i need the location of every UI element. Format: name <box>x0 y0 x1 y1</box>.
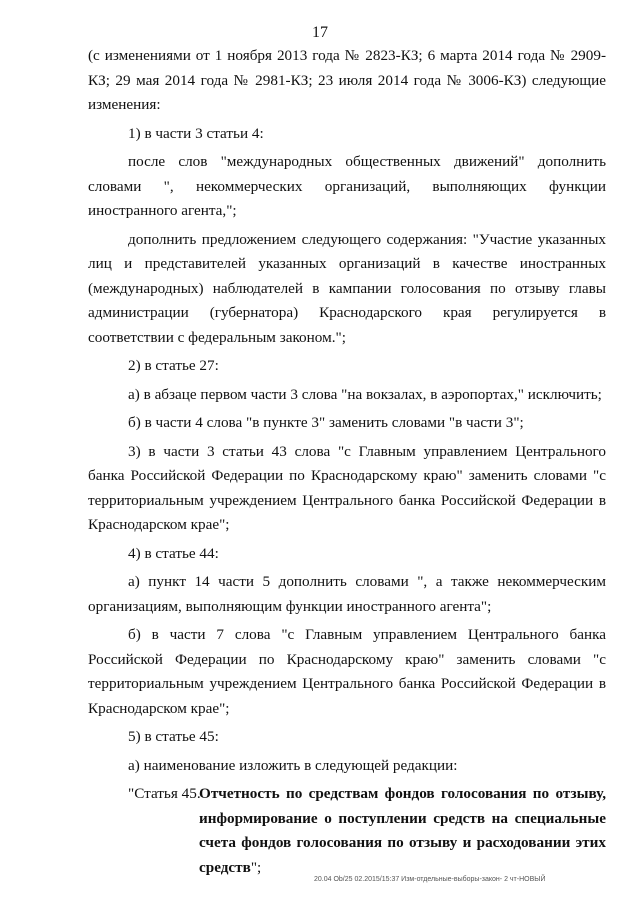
paragraph-item-1: 1) в части 3 статьи 4: <box>128 124 264 142</box>
paragraph-item-1-b: дополнить предложением следующего содержания: "Участие указанных лиц и представителей указанных организаций в качестве иностранных (международных) наблюдателей в кампании голосования по отзыву главы администрации (губернатора) Краснодарского края регулируется в соответствии с федеральным законом."; <box>88 230 606 346</box>
paragraph-item-1-a: после слов "международных общественных движений" дополнить словами ", некоммерческих организаций, выполняющих функции иностранного агента,"; <box>88 153 606 219</box>
paragraph-intro: (с изменениями от 1 ноября 2013 года № 2823-КЗ; 6 марта 2014 года № 2909-КЗ; 29 мая 2014 года № 2981-КЗ; 23 июля 2014 года № 3006-КЗ) следующие изменения: <box>88 47 606 113</box>
paragraph-item-2: 2) в статье 27: <box>128 357 219 374</box>
article-title-line: счета фондов голосования по отзыву и расходовании этих <box>199 834 606 851</box>
paragraph-item-4-b: б) в части 7 слова "с Главным управлением Центрального банка Российской Федерации по Краснодарскому краю" заменить словами "с территориальным учреждением Центрального банка Российской Федерации в Краснодарском крае"; <box>88 626 606 717</box>
paragraph-item-4: 4) в статье 44: <box>128 544 219 562</box>
article-title-tail: "; <box>250 858 262 876</box>
paragraph-item-2-b: б) в части 4 слова "в пункте 3" заменить словами "в части 3"; <box>128 414 524 431</box>
article-title-end: средств <box>199 858 251 876</box>
article-title-line: информирование о поступлении средств на специальные <box>199 809 606 827</box>
article-heading <box>88 782 606 880</box>
paragraph-item-3: 3) в части 3 статьи 43 слова "с Главным управлением Центрального банка Российской Федерации по Краснодарскому краю" заменить словами "с территориальным учреждением Центрального банка Российской Федерации в Краснодарском крае"; <box>88 442 606 533</box>
article-title <box>199 782 606 880</box>
article-label: "Статья 45. <box>128 785 201 802</box>
paragraph-item-5-a: а) наименование изложить в следующей редакции: <box>128 756 458 774</box>
page-footer: 20.04 Ob/25 02.2015/15:37 Изм-отдельные-выборы-закон- 2 чт-НОВЫЙ <box>314 876 546 883</box>
paragraph-item-2-a: а) в абзаце первом части 3 слова "на вокзалах, в аэропортах," исключить; <box>128 385 602 403</box>
paragraph-item-4-a: а) пункт 14 части 5 дополнить словами ", а также некоммерческим организациям, выполняющим функции иностранного агента"; <box>88 573 606 615</box>
document-body <box>88 44 606 880</box>
page-number: 17 <box>312 24 328 41</box>
paragraph-item-5: 5) в статье 45: <box>128 728 219 745</box>
article-title-line: Отчетность по средствам фондов голосования по отзыву, <box>199 785 606 802</box>
